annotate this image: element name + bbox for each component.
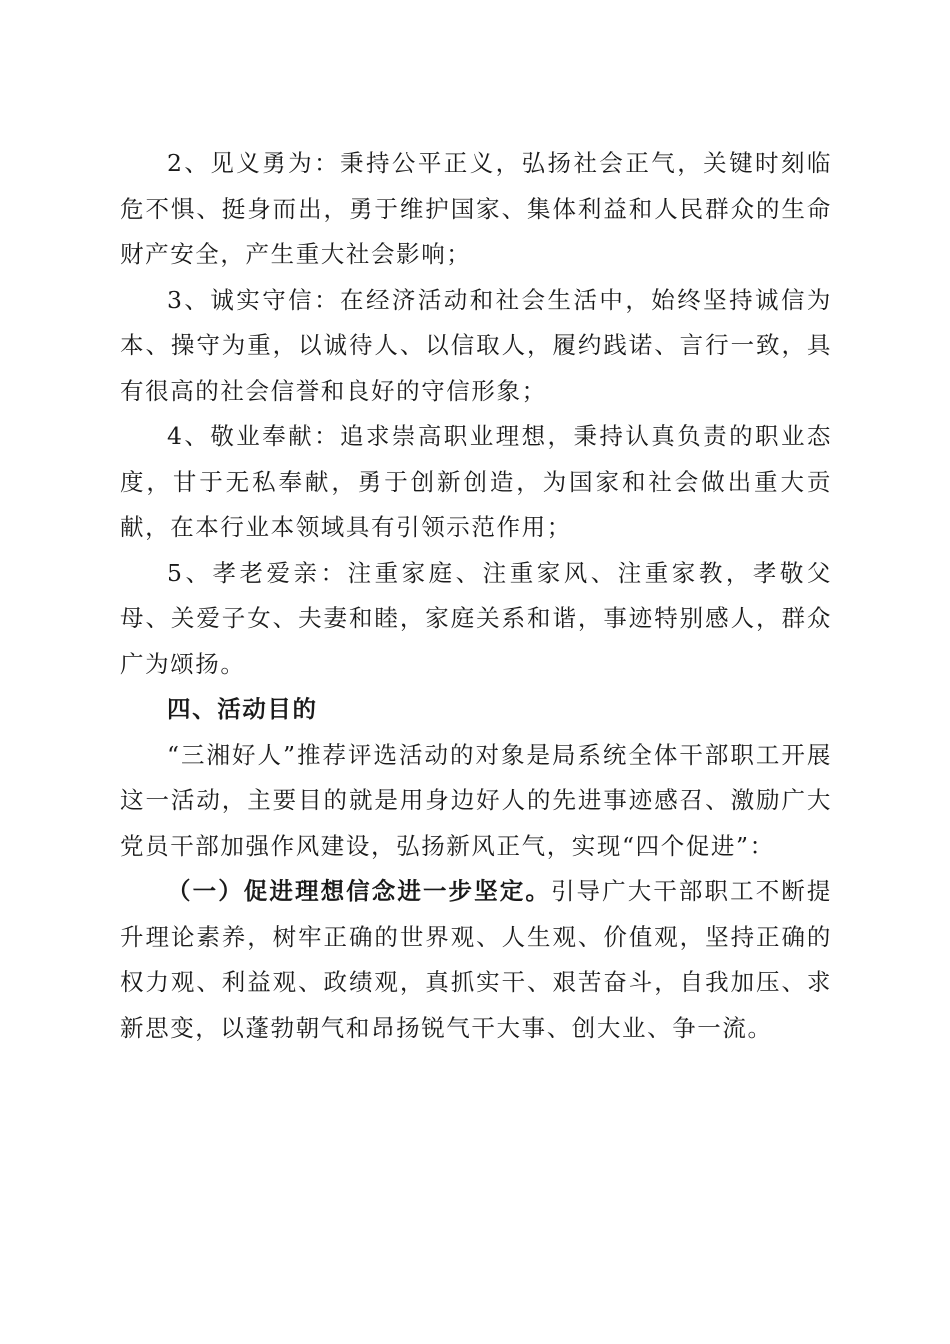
- purpose-point-one-lead: （一）促进理想信念进一步坚定。: [167, 877, 551, 905]
- criteria-paragraph-dedication: 4、敬业奉献：追求崇高职业理想，秉持认真负责的职业态度，甘于无私奉献，勇于创新创造，为国家和社会做出重大贡献，在本行业本领域具有引领示范作用；: [120, 422, 832, 541]
- criteria-paragraph-courage: 2、见义勇为：秉持公平正义，弘扬社会正气，关键时刻临危不惧、挺身而出，勇于维护国家、集体利益和人民群众的生命财产安全，产生重大社会影响；: [120, 149, 832, 268]
- section-heading-purpose: 四、活动目的: [167, 695, 318, 723]
- criteria-paragraph-honesty: 3、诚实守信：在经济活动和社会生活中，始终坚持诚信为本、操守为重，以诚待人、以信取人，履约践诺、言行一致，具有很高的社会信誉和良好的守信形象；: [120, 285, 832, 405]
- criteria-paragraph-filial-piety: 5、孝老爱亲：注重家庭、注重家风、注重家教，孝敬父母、关爱子女、夫妻和睦，家庭关系和谐，事迹特别感人，群众广为颂扬。: [120, 558, 832, 678]
- purpose-intro-paragraph: “三湘好人”推荐评选活动的对象是局系统全体干部职工开展这一活动，主要目的就是用身边好人的先进事迹感召、激励广大党员干部加强作风建设，弘扬新风正气，实现“四个促进”：: [120, 740, 832, 860]
- purpose-point-one-body: 引导广大干部职工不断提升理论素养，树牢正确的世界观、人生观、价值观，坚持正确的权力观、利益观、政绩观，真抓实干、艰苦奋斗，自我加压、求新思变，以蓬勃朝气和昂扬锐气干大事、创大业、争一流。: [120, 877, 832, 1042]
- purpose-point-one: [120, 869, 832, 1051]
- document-body: [120, 141, 832, 1051]
